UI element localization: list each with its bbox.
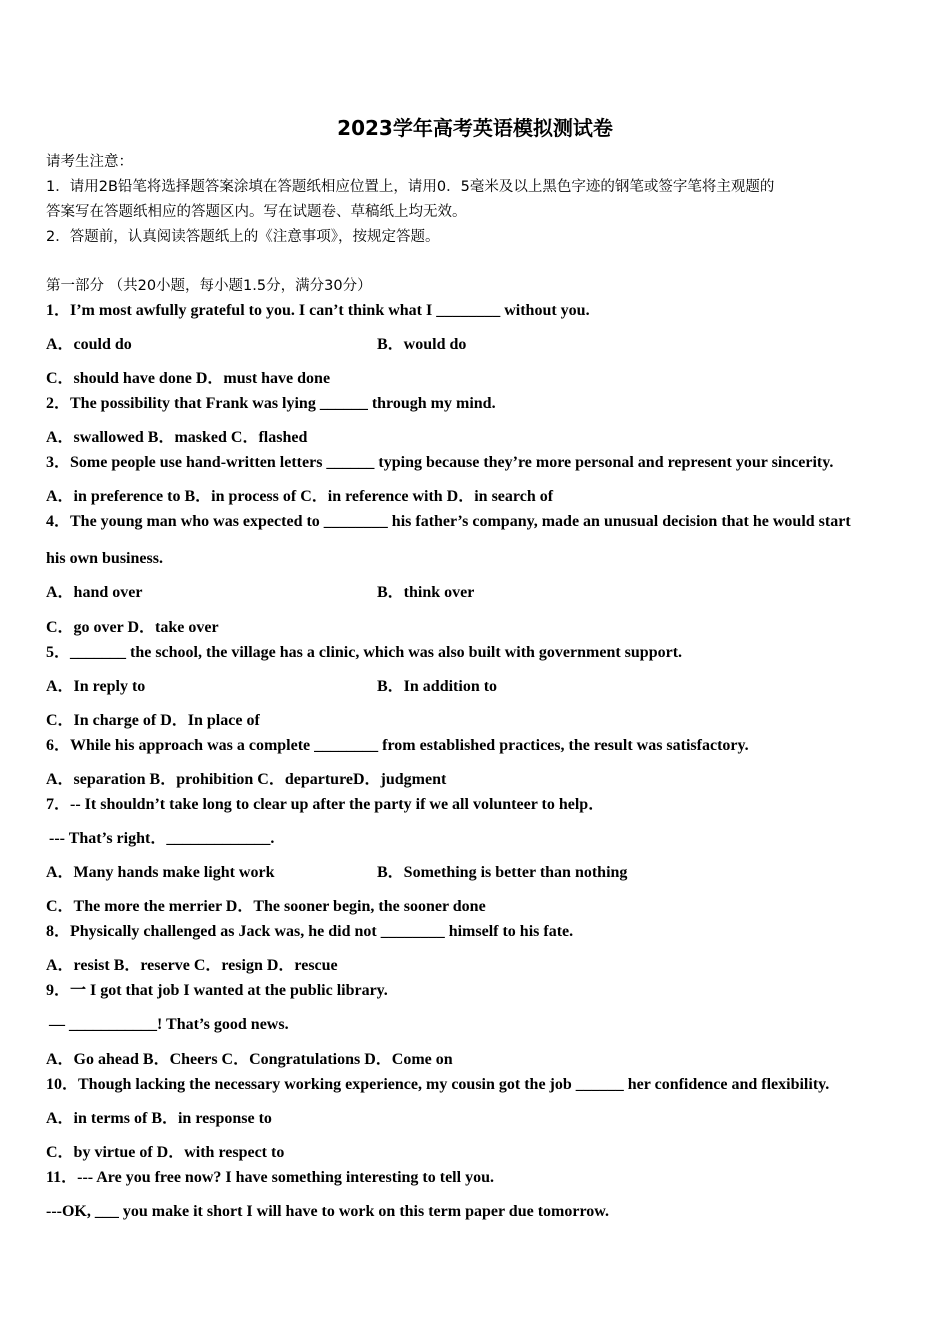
page-title: 2023学年高考英语模拟测试卷 bbox=[337, 116, 613, 140]
question-8-options: A．resist B．reserve C．resign D．rescue bbox=[46, 957, 338, 974]
question-1-options-cd: C．should have done D．must have done bbox=[46, 370, 331, 387]
question-5-option-a: A．In reply to bbox=[46, 678, 146, 695]
notice-line-1: 1．请用2B铅笔将选择题答案涂填在答题纸相应位置上，请用0．5毫米及以上黑色字迹的钢笔或签字笔将主观题的 bbox=[46, 179, 775, 195]
question-4-options-cd: C．go over D．take over bbox=[46, 619, 219, 636]
question-1-stem: 1．I’m most awfully grateful to you. I can’t think what I ________ without you. bbox=[46, 302, 590, 319]
question-4-option-b: B．think over bbox=[377, 584, 475, 601]
question-4-stem-cont: his own business. bbox=[46, 550, 163, 567]
question-7-option-b: B．Something is better than nothing bbox=[377, 864, 628, 881]
notice-line-2: 答案写在答题纸相应的答题区内。写在试题卷、草稿纸上均无效。 bbox=[46, 204, 467, 220]
question-4-option-a: A．hand over bbox=[46, 584, 143, 601]
question-9-stem: 9．一 I got that job I wanted at the public library. bbox=[46, 982, 388, 999]
question-7-options-cd: C．The more the merrier D．The sooner begin, the sooner done bbox=[46, 898, 486, 915]
question-3-options: A．in preference to B．in process of C．in reference with D．in search of bbox=[46, 488, 554, 505]
question-10-options-cd: C．by virtue of D．with respect to bbox=[46, 1144, 285, 1161]
question-4-stem: 4．The young man who was expected to ________ his father’s company, made an unusual decision that he would start bbox=[46, 513, 851, 530]
notice-heading: 请考生注意： bbox=[46, 154, 133, 170]
question-5-option-b: B．In addition to bbox=[377, 678, 498, 695]
question-6-stem: 6．While his approach was a complete ________ from established practices, the result was satisfactory. bbox=[46, 737, 749, 754]
question-2-options: A．swallowed B．masked C．flashed bbox=[46, 429, 308, 446]
notice-line-3: 2．答题前，认真阅读答题纸上的《注意事项》，按规定答题。 bbox=[46, 229, 440, 245]
question-6-options: A．separation B．prohibition C．departureD．judgment bbox=[46, 771, 447, 788]
question-11-stem: 11．--- Are you free now? I have something interesting to tell you. bbox=[46, 1169, 494, 1186]
question-9-reply: — ___________! That’s good news. bbox=[49, 1016, 289, 1033]
question-11-reply: ---OK, ___ you make it short I will have to work on this term paper due tomorrow. bbox=[46, 1203, 609, 1220]
question-3-stem: 3．Some people use hand-written letters ______ typing because they’re more personal and represent your sincerity. bbox=[46, 454, 834, 471]
question-9-options: A．Go ahead B．Cheers C．Congratulations D．Come on bbox=[46, 1051, 453, 1068]
question-1-option-a: A．could do bbox=[46, 336, 132, 353]
question-1-option-b: B．would do bbox=[377, 336, 467, 353]
question-5-options-cd: C．In charge of D．In place of bbox=[46, 712, 260, 729]
question-10-stem: 10．Though lacking the necessary working experience, my cousin got the job ______ her confidence and flexibility. bbox=[46, 1076, 830, 1093]
question-7-stem: 7．-- It shouldn’t take long to clear up after the party if we all volunteer to help． bbox=[46, 796, 605, 813]
question-10-options-ab: A．in terms of B．in response to bbox=[46, 1110, 272, 1127]
question-7-option-a: A．Many hands make light work bbox=[46, 864, 275, 881]
part-heading: 第一部分 （共20小题，每小题1.5分，满分30分） bbox=[46, 278, 372, 294]
question-2-stem: 2．The possibility that Frank was lying ______ through my mind. bbox=[46, 395, 496, 412]
question-5-stem: 5．_______ the school, the village has a clinic, which was also built with government support. bbox=[46, 644, 683, 661]
question-7-reply: --- That’s right．_____________. bbox=[49, 830, 275, 847]
question-8-stem: 8．Physically challenged as Jack was, he did not ________ himself to his fate. bbox=[46, 923, 574, 940]
